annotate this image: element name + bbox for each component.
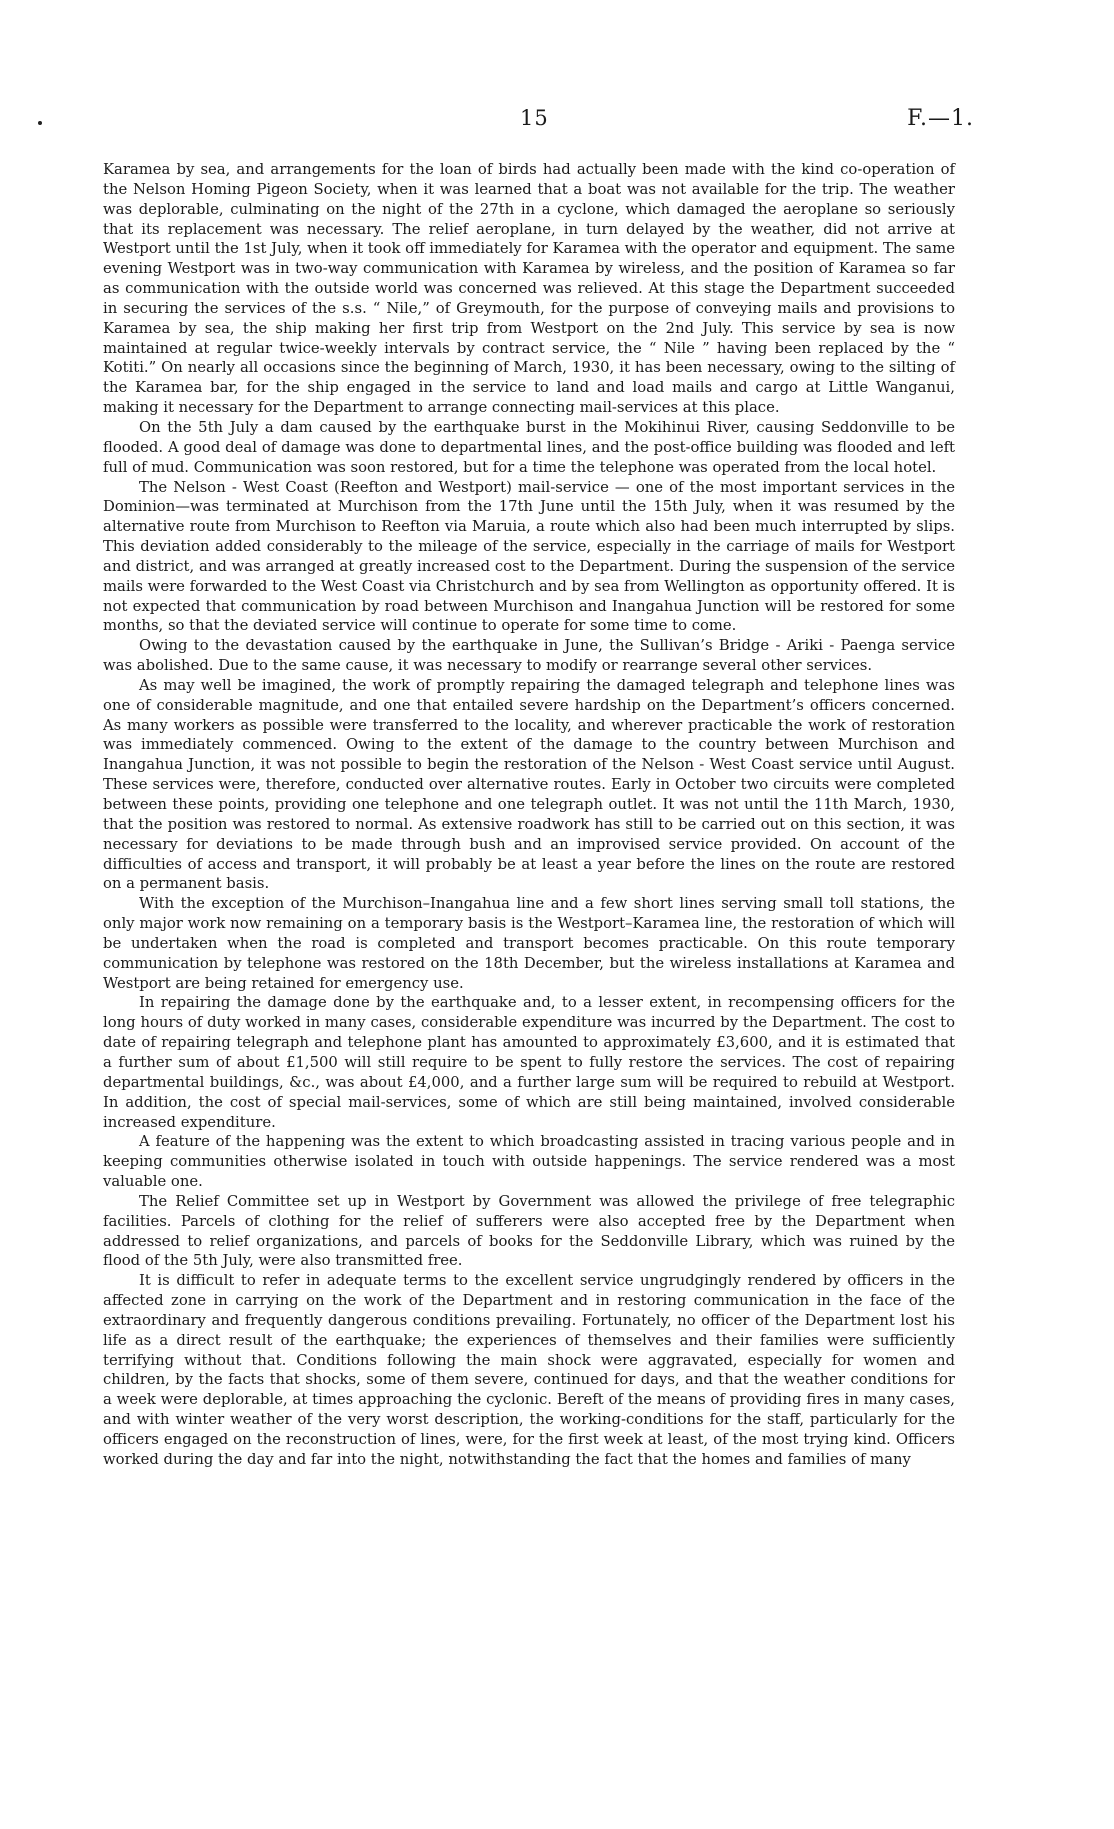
paragraph-relief-committee: The Relief Committee set up in Westport by Government was allowed the privilege of free telegraphic facilities. Parcels of clothing for the relief of sufferers were also accepted free by the Department when addressed to relief organizations, and parcels of books for the Seddonville Library, which was ruined by the flood of the 5th July, were also transmitted free.	[103, 1192, 955, 1270]
paragraph-temporary-lines: With the exception of the Murchison–Inangahua line and a few short lines serving small toll stations, the only major work now remaining on a temporary basis is the Westport–Karamea line, the restoration of which will be undertaken when the road is completed and transport becomes practicable. On this route temporary communication by telephone was restored on the 18th December, but the wireless installations at Karamea and Westport are being retained for emergency use.	[103, 895, 955, 992]
paragraph-nelson-west-coast-mail: The Nelson - West Coast (Reefton and Westport) mail-service — one of the most important services in the Dominion—was terminated at Murchison from the 17th June until the 15th July, when it was resumed by the alternative route from Murchison to Reefton via Maruia, a route which also had been much interrupted by slips. This deviation added considerably to the mileage of the service, especially in the carriage of mails for Westport and district, and was arranged at greatly increased cost to the Department. During the suspension of the service mails were forwarded to the West Coast via Christchurch and by sea from Wellington as opportunity offered. It is not expected that communication by road between Murchison and Inangahua Junction will be restored for some months, so that the deviated service will continue to operate for some time to come.	[103, 478, 955, 635]
paragraph-line-repairs: As may well be imagined, the work of promptly repairing the damaged telegraph and telephone lines was one of considerable magnitude, and one that entailed severe hardship on the Department’s officers concerned. As many workers as possible were transferred to the locality, and wherever practicable the work of restoration was immediately commenced. Owing to the extent of the damage to the country between Murchison and Inangahua Junction, it was not possible to begin the restoration of the Nelson - West Coast service until August. These services were, therefore, conducted over alternative routes. Early in October two circuits were completed between these points, providing one telephone and one telegraph outlet. It was not until the 11th March, 1930, that the position was restored to normal. As extensive roadwork has still to be carried out on this section, it was necessary for deviations to be made through bush and an improvised service provided. On account of the difficulties of access and transport, it will probably be at least a year before the lines on the route are restored on a permanent basis.	[103, 676, 955, 893]
paragraph-repair-costs: In repairing the damage done by the earthquake and, to a lesser extent, in recompensing officers for the long hours of duty worked in many cases, considerable expenditure was incurred by the Department. The cost to date of repairing telegraph and telephone plant has amounted to approximately £3,600, and it is estimated that a further sum of about £1,500 will still require to be spent to fully restore the services. The cost of repairing departmental buildings, &c., was about £4,000, and a further large sum will be required to rebuild at Westport. In addition, the cost of special mail-services, some of which are still being maintained, involved considerable increased expenditure.	[103, 994, 955, 1131]
paragraph-sullivans-bridge: Owing to the devastation caused by the earthquake in June, the Sullivan’s Bridge - Ariki - Paenga service was abolished. Due to the same cause, it was necessary to modify or rearrange several other services.	[103, 637, 955, 675]
page-number: 15	[520, 106, 549, 130]
paragraph-karamea-sea-service: Karamea by sea, and arrangements for the loan of birds had actually been made with the kind co-operation of the Nelson Homing Pigeon Society, when it was learned that a boat was not available for the trip. The weather was deplorable, culminating on the night of the 27th in a cyclone, which damaged the aeroplane so seriously that its replacement was necessary. The relief aeroplane, in turn delayed by the weather, did not arrive at Westport until the 1st July, when it took off immediately for Karamea with the operator and equipment. The same evening Westport was in two-way communication with Karamea by wireless, and the position of Karamea so far as communication with the outside world was concerned was relieved. At this stage the Department succeeded in securing the services of the s.s. “ Nile,” of Greymouth, for the purpose of conveying mails and provisions to Karamea by sea, the ship making her first trip from Westport on the 2nd July. This service by sea is now maintained at regular twice-weekly intervals by contract service, the “ Nile ” having been replaced by the “ Kotiti.” On nearly all occasions since the beginning of March, 1930, it has been necessary, owing to the silting of the Karamea bar, for the ship engaged in the service to land and load mails and cargo at Little Wanganui, making it necessary for the Department to arrange connecting mail-services at this place.	[103, 161, 956, 417]
paragraph-seddonville-flood: On the 5th July a dam caused by the earthquake burst in the Mokihinui River, causing Seddonville to be flooded. A good deal of damage was done to departmental lines, and the post-office building was flooded and left full of mud. Communication was soon restored, but for a time the telephone was operated from the local hotel.	[103, 418, 955, 476]
body-text	[103, 160, 955, 1470]
paragraph-broadcasting: A feature of the happening was the extent to which broadcasting assisted in tracing various people and in keeping communities otherwise isolated in touch with outside happenings. The service rendered was a most valuable one.	[103, 1133, 955, 1191]
page-header	[0, 96, 1114, 136]
document-reference: F.—1.	[907, 106, 974, 131]
paragraph-officer-service: It is difficult to refer in adequate terms to the excellent service ungrudgingly rendered by officers in the affected zone in carrying on the work of the Department and in restoring communication in the face of the extraordinary and frequently dangerous conditions prevailing. Fortunately, no officer of the Department lost his life as a direct result of the earthquake; the experiences of themselves and their families were sufficiently terrifying without that. Conditions following the main shock were aggravated, especially for women and children, by the facts that shocks, some of them severe, continued for days, and that the weather conditions for a week were deplorable, at times approaching the cyclonic. Bereft of the means of providing fires in many cases, and with winter weather of the very worst description, the working-conditions for the staff, particularly for the officers engaged on the reconstruction of lines, were, for the first week at least, of the most trying kind. Officers worked during the day and far into the night, notwithstanding the fact that the homes and families of many	[103, 1272, 955, 1468]
